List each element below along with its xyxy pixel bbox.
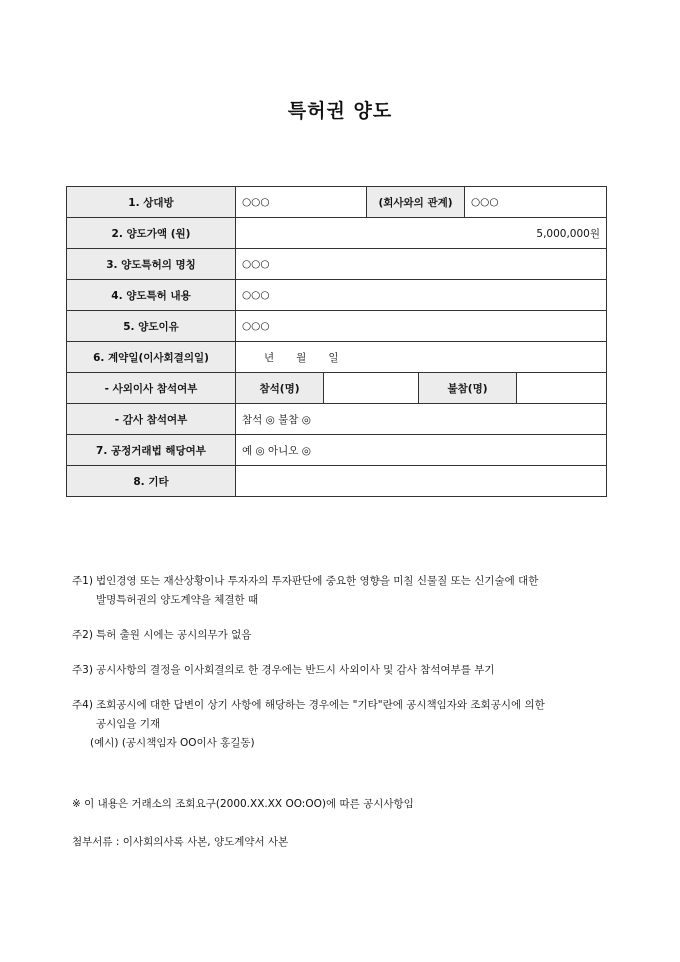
contract-date-label: 6. 계약일(이사회결의일) [67,342,236,373]
note-1-tag: 주1) [72,575,93,587]
row-transfer-price [67,218,607,249]
transfer-reason-label: 5. 양도이유 [67,311,236,342]
attend-count-value [324,373,419,404]
patent-content-value: ○○○ [236,280,607,311]
row-outside-director [67,373,607,404]
row-counterparty [67,187,607,218]
disclosure-form-table [66,186,607,497]
row-transfer-reason [67,311,607,342]
note-3 [72,661,632,680]
auditor-value: 참석 ◎ 불참 ◎ [236,404,607,435]
attachments-line: 첨부서류 : 이사회의사록 사본, 양도계약서 사본 [72,836,289,848]
row-patent-content [67,280,607,311]
row-other [67,466,607,497]
row-contract-date [67,342,607,373]
document-title: 특허권 양도 [287,100,393,122]
note-4-example: (예시) (공시책임자 OO이사 홍길동) [90,737,255,749]
patent-name-label: 3. 양도특허의 명칭 [67,249,236,280]
relation-value: ○○○ [465,187,607,218]
counterparty-value: ○○○ [236,187,367,218]
other-label: 8. 기타 [67,466,236,497]
day-unit: 일 [328,351,339,364]
year-unit: 년 [264,351,275,364]
note-3-tag: 주3) [72,664,93,676]
note-4-continued: 공시임을 기재 [96,718,161,730]
fair-trade-value: 예 ◎ 아니오 ◎ [236,435,607,466]
counterparty-label: 1. 상대방 [67,187,236,218]
note-1-continued: 발명특허권의 양도계약을 체결한 때 [96,594,259,606]
notes-section [72,572,632,769]
outside-director-label: - 사외이사 참석여부 [67,373,236,404]
transfer-price-label: 2. 양도가액 (원) [67,218,236,249]
row-patent-name [67,249,607,280]
note-4-tag: 주4) [72,699,93,711]
transfer-price-value: 5,000,000원 [236,218,607,249]
note-4-text: 조회공시에 대한 답변이 상기 사항에 해당하는 경우에는 "기타"란에 공시책임자와 조회공시에 의한 [96,699,545,711]
note-2-text: 특허 출원 시에는 공시의무가 없음 [96,629,252,641]
note-4 [72,696,632,753]
row-fair-trade [67,435,607,466]
absent-count-value [517,373,607,404]
note-1-text: 법인경영 또는 재산상황이나 투자자의 투자판단에 중요한 영향을 미칠 신물질 또는 신기술에 대한 [96,575,539,587]
patent-content-label: 4. 양도특허 내용 [67,280,236,311]
note-3-text: 공시사항의 결정을 이사회결의로 한 경우에는 반드시 사외이사 및 감사 참석여부를 부기 [96,664,495,676]
disclosure-footnote: ※ 이 내용은 거래소의 조회요구(2000.XX.XX OO:OO)에 따른 공시사항임 [72,798,414,810]
other-value [236,466,607,497]
month-unit: 월 [296,351,307,364]
contract-date-value [236,342,607,373]
fair-trade-label: 7. 공정거래법 해당여부 [67,435,236,466]
row-auditor [67,404,607,435]
transfer-reason-value: ○○○ [236,311,607,342]
relation-label: (회사와의 관계) [367,187,465,218]
auditor-label: - 감사 참석여부 [67,404,236,435]
note-1 [72,572,632,610]
patent-name-value: ○○○ [236,249,607,280]
note-2 [72,626,632,645]
attend-count-label: 참석(명) [236,373,324,404]
absent-count-label: 불참(명) [419,373,517,404]
note-2-tag: 주2) [72,629,93,641]
